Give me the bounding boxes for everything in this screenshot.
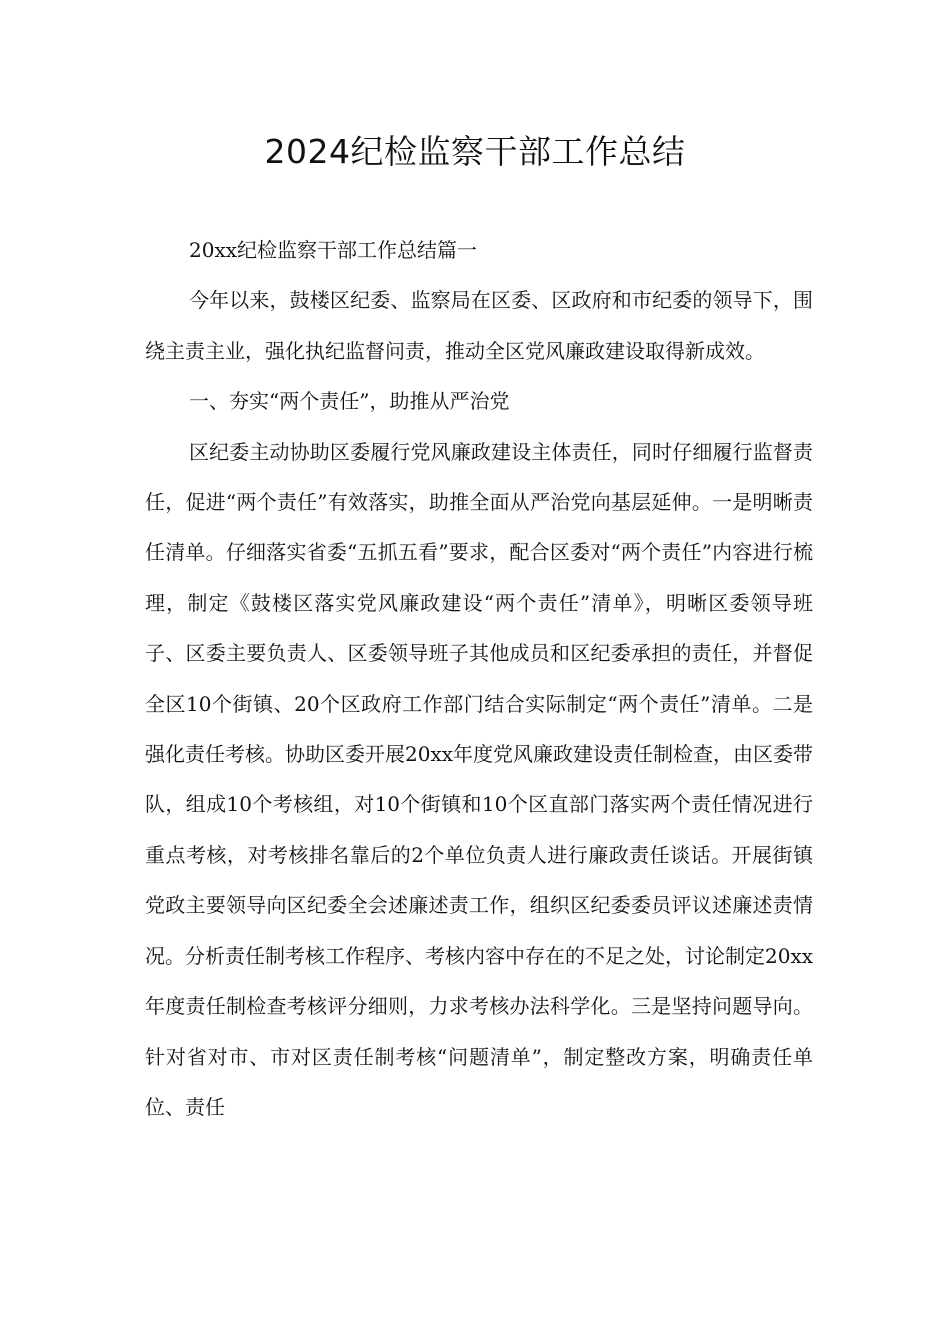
subsection-heading: 一、夯实“两个责任”，助推从严治党 [189, 389, 510, 414]
body-paragraph: 区纪委主动协助区委履行党风廉政建设主体责任，同时仔细履行监督责任，促进“两个责任”有效落实，助推全面从严治党向基层延伸。一是明晰责任清单。仔细落实省委“五抓五看”要求，配合区委对“两个责任”内容进行梳理，制定《鼓楼区落实党风廉政建设“两个责任”清单》，明晰区委领导班子、区委主要负责人、区委领导班子其他成员和区纪委承担的责任，并督促全区10个街镇、20个区政府工作部门结合实际制定“两个责任”清单。二是强化责任考核。协助区委开展20xx年度党风廉政建设责任制检查，由区委带队，组成10个考核组，对10个街镇和10个区直部门落实两个责任情况进行重点考核，对考核排名靠后的2个单位负责人进行廉政责任谈话。开展街镇党政主要领导向区纪委全会述廉述责工作，组织区纪委委员评议述廉述责情况。分析责任制考核工作程序、考核内容中存在的不足之处，讨论制定20xx年度责任制检查考核评分细则，力求考核办法科学化。三是坚持问题导向。针对省对市、市对区责任制考核“问题清单”，制定整改方案，明确责任单位、责任 [145, 439, 814, 1119]
intro-paragraph: 今年以来，鼓楼区纪委、监察局在区委、区政府和市纪委的领导下，围绕主责主业，强化执纪监督问责，推动全区党风廉政建设取得新成效。 [145, 288, 813, 363]
section-heading: 20xx纪检监察干部工作总结篇一 [189, 238, 478, 262]
document-title: 2024纪检监察干部工作总结 [264, 132, 686, 171]
document-body [145, 225, 813, 1132]
